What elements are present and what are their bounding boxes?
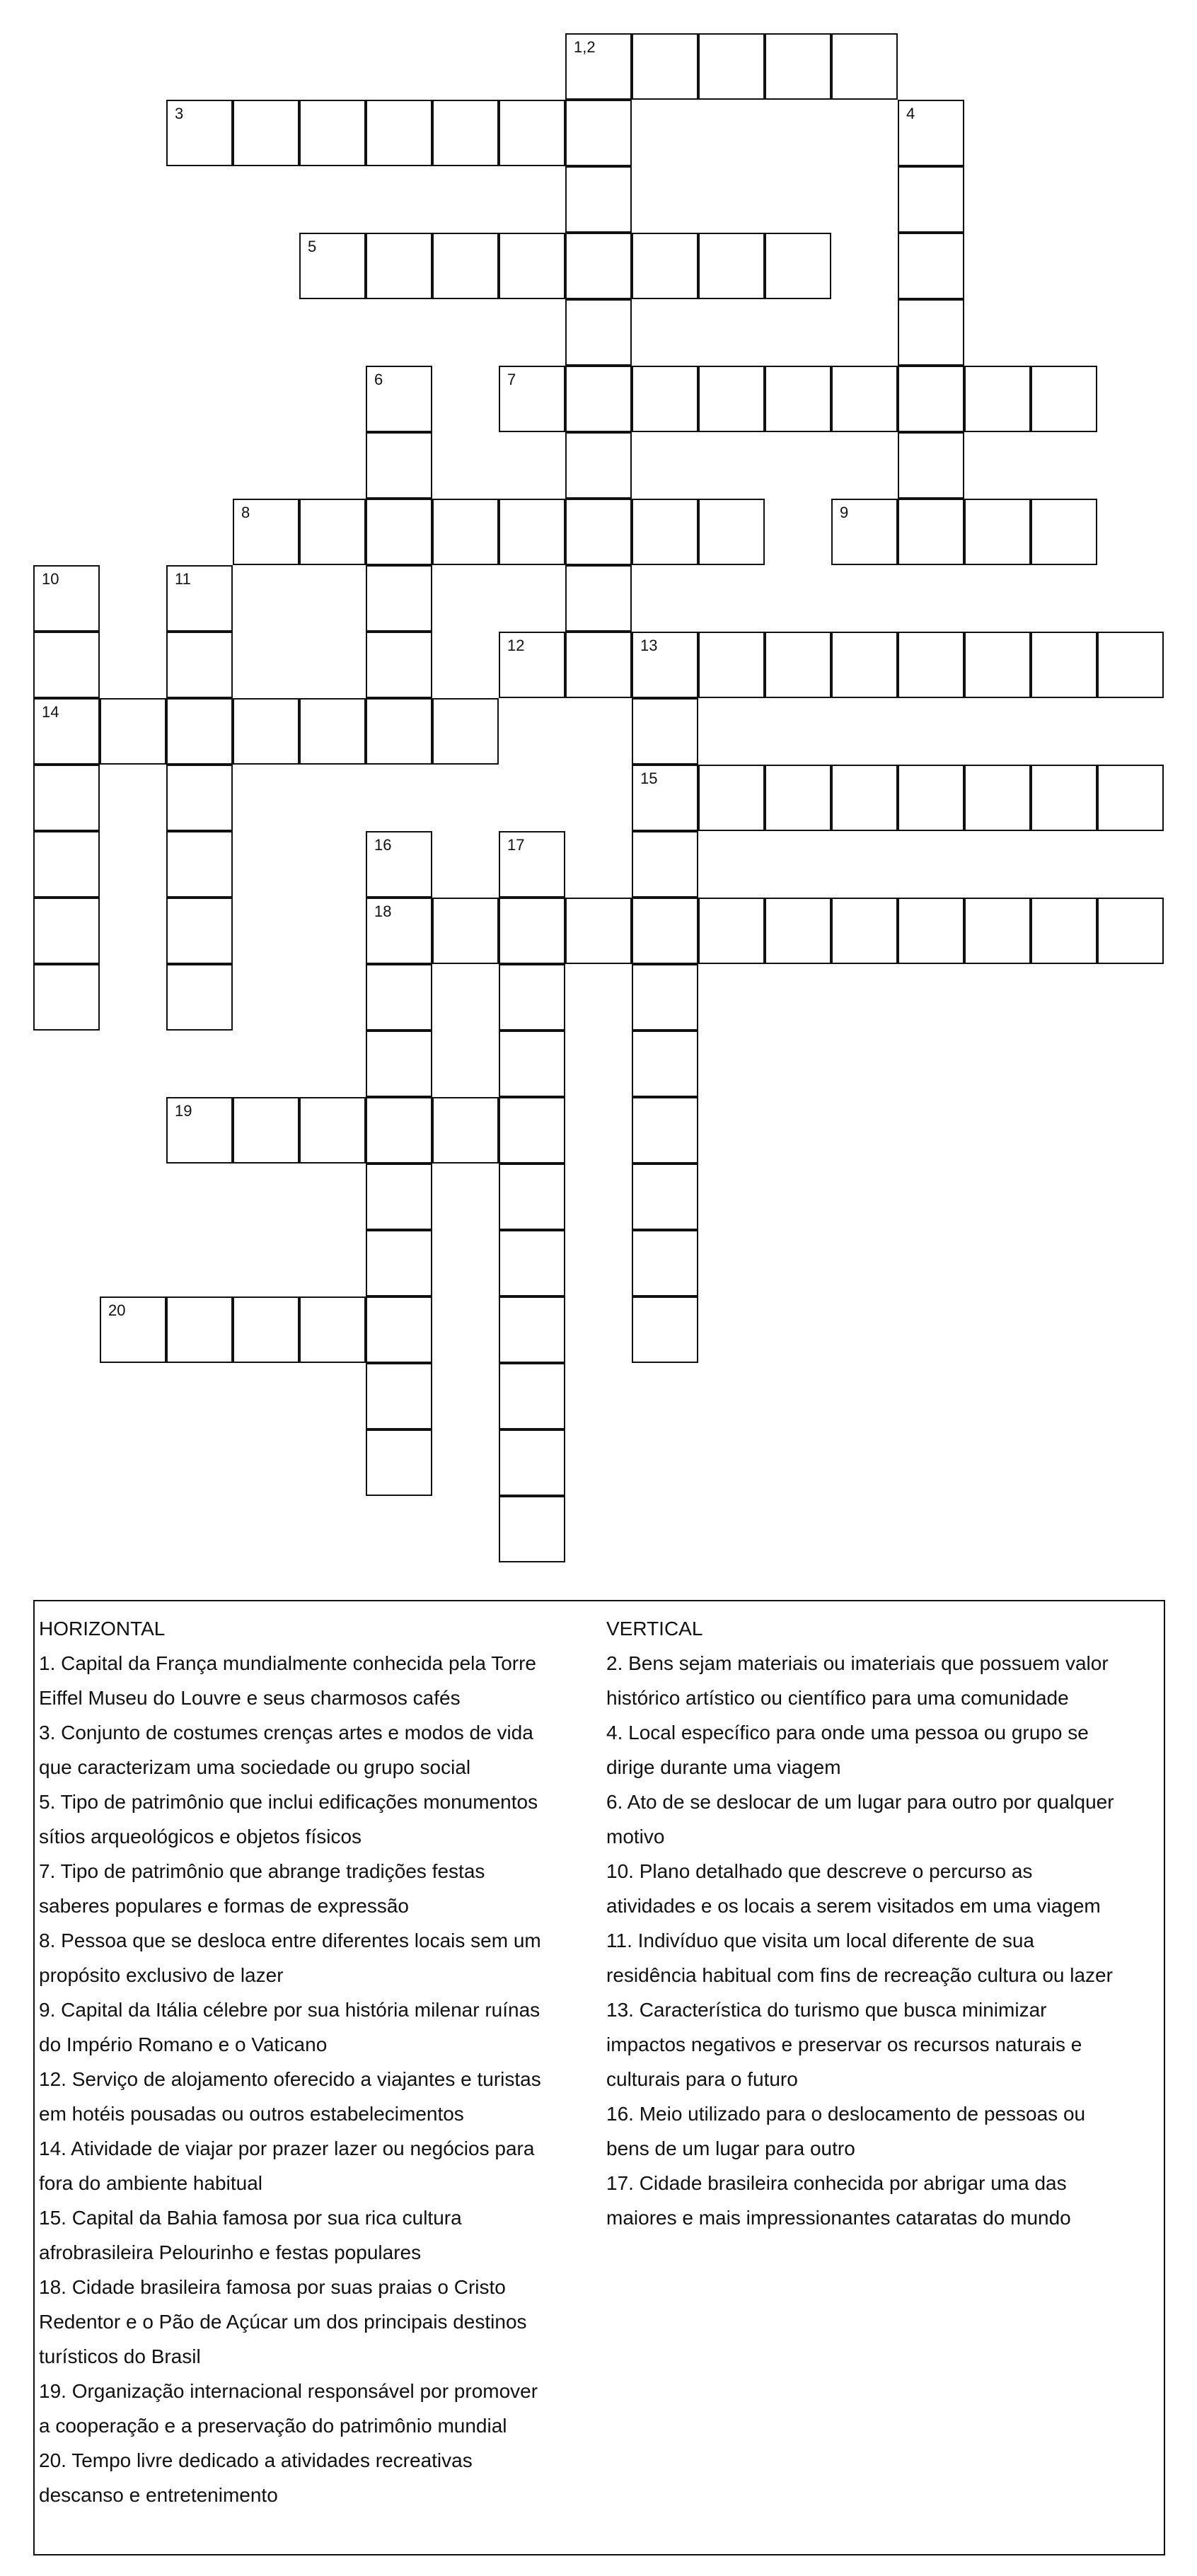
clue-number: 15 [640, 770, 658, 787]
grid-cell[interactable] [565, 299, 632, 366]
horizontal-clue-line: a cooperação e a preservação do patrimônio mundial [39, 2415, 507, 2437]
horizontal-clues-column [39, 1611, 605, 2512]
grid-cell[interactable] [366, 1097, 432, 1164]
vertical-clue-line: residência habitual com fins de recreação cultura ou lazer [606, 1964, 1113, 1986]
grid-cell[interactable] [632, 33, 698, 100]
grid-cell[interactable] [1031, 632, 1097, 698]
grid-cell[interactable] [565, 100, 632, 166]
grid-cell[interactable] [499, 366, 565, 432]
grid-cell[interactable] [166, 831, 233, 898]
grid-cell[interactable] [765, 765, 831, 831]
grid-cell[interactable] [366, 233, 432, 299]
grid-cell[interactable] [698, 898, 765, 964]
grid-cell[interactable] [499, 233, 565, 299]
grid-cell[interactable] [100, 698, 166, 765]
grid-cell[interactable] [499, 632, 565, 698]
grid-cell[interactable] [632, 765, 698, 831]
vertical-clue-line: bens de um lugar para outro [606, 2137, 855, 2159]
horizontal-clue-line: 7. Tipo de patrimônio que abrange tradições festas [39, 1860, 485, 1882]
grid-cell[interactable] [499, 1429, 565, 1496]
grid-cell[interactable] [166, 698, 233, 765]
grid-cell[interactable] [765, 233, 831, 299]
grid-cell[interactable] [964, 632, 1031, 698]
grid-cell[interactable] [1031, 898, 1097, 964]
clue-number: 20 [108, 1301, 126, 1319]
grid-cell[interactable] [1097, 898, 1164, 964]
clue-number: 6 [374, 371, 383, 388]
grid-cell[interactable] [432, 233, 499, 299]
vertical-clue-line: dirige durante uma viagem [606, 1756, 841, 1778]
grid-cell[interactable] [366, 1296, 432, 1363]
horizontal-clue-line: 18. Cidade brasileira famosa por suas praias o Cristo [39, 2276, 506, 2298]
grid-cell[interactable] [565, 632, 632, 698]
grid-cell[interactable] [366, 1031, 432, 1097]
clue-number: 16 [374, 836, 392, 854]
grid-cell[interactable] [366, 964, 432, 1031]
grid-cell[interactable] [499, 499, 565, 565]
clues-box [33, 1600, 1165, 2555]
grid-cell[interactable] [698, 765, 765, 831]
grid-cell[interactable] [765, 33, 831, 100]
grid-cell[interactable] [499, 964, 565, 1031]
grid-cell[interactable] [632, 1031, 698, 1097]
grid-cell[interactable] [366, 1429, 432, 1496]
grid-cell[interactable] [33, 898, 100, 964]
grid-cell[interactable] [33, 964, 100, 1031]
vertical-clue-line: 6. Ato de se deslocar de um lugar para outro por qualquer [606, 1791, 1114, 1813]
grid-cell[interactable] [366, 831, 432, 898]
grid-cell[interactable] [1031, 765, 1097, 831]
grid-cell[interactable] [898, 366, 964, 432]
grid-cell[interactable] [432, 698, 499, 765]
clue-number: 19 [175, 1102, 192, 1120]
grid-cell[interactable] [765, 898, 831, 964]
horizontal-heading: HORIZONTAL [39, 1618, 166, 1640]
clue-number: 9 [840, 504, 849, 521]
grid-cell[interactable] [898, 898, 964, 964]
grid-cell[interactable] [632, 898, 698, 964]
grid-cell[interactable] [499, 1496, 565, 1562]
grid-cell[interactable] [33, 632, 100, 698]
grid-cell[interactable] [565, 33, 632, 100]
grid-cell[interactable] [964, 898, 1031, 964]
vertical-clue-line: 17. Cidade brasileira conhecida por abrigar uma das [606, 2172, 1067, 2194]
vertical-clue-line: maiores e mais impressionantes cataratas do mundo [606, 2207, 1071, 2229]
grid-cell[interactable] [632, 831, 698, 898]
horizontal-clue-line: saberes populares e formas de expressão [39, 1895, 409, 1917]
grid-cell[interactable] [1031, 366, 1097, 432]
vertical-heading: VERTICAL [606, 1618, 703, 1640]
grid-cell[interactable] [366, 698, 432, 765]
grid-cell[interactable] [898, 432, 964, 499]
grid-cell[interactable] [366, 432, 432, 499]
horizontal-clue-line: Redentor e o Pão de Açúcar um dos principais destinos [39, 2311, 527, 2333]
grid-cell[interactable] [632, 366, 698, 432]
grid-cell[interactable] [499, 831, 565, 898]
grid-cell[interactable] [765, 366, 831, 432]
grid-cell[interactable] [166, 565, 233, 632]
horizontal-clue-line: 5. Tipo de patrimônio que inclui edificações monumentos [39, 1791, 538, 1813]
grid-cell[interactable] [166, 1097, 233, 1164]
grid-cell[interactable] [366, 1230, 432, 1296]
grid-cell[interactable] [432, 1097, 499, 1164]
vertical-clue-line: culturais para o futuro [606, 2068, 798, 2090]
grid-cell[interactable] [831, 33, 898, 100]
grid-cell[interactable] [632, 632, 698, 698]
grid-cell[interactable] [698, 233, 765, 299]
grid-cell[interactable] [565, 565, 632, 632]
horizontal-clue-line: 1. Capital da França mundialmente conhecida pela Torre [39, 1652, 537, 1674]
grid-cell[interactable] [898, 166, 964, 233]
horizontal-clue-line: 9. Capital da Itália célebre por sua história milenar ruínas [39, 1999, 540, 2021]
grid-cell[interactable] [366, 632, 432, 698]
clue-number: 4 [906, 105, 915, 122]
vertical-clue-line: atividades e os locais a serem visitados em uma viagem [606, 1895, 1101, 1917]
vertical-clue-line: 11. Indivíduo que visita um local diferente de sua [606, 1930, 1034, 1951]
grid-cell[interactable] [233, 1296, 299, 1363]
vertical-clue-line: 16. Meio utilizado para o deslocamento de pessoas ou [606, 2103, 1086, 2125]
grid-cell[interactable] [831, 898, 898, 964]
horizontal-clue-line: 8. Pessoa que se desloca entre diferentes locais sem um [39, 1930, 541, 1951]
grid-cell[interactable] [632, 1230, 698, 1296]
grid-cell[interactable] [499, 1363, 565, 1429]
grid-cell[interactable] [366, 366, 432, 432]
grid-cell[interactable] [432, 898, 499, 964]
clue-number: 3 [175, 105, 184, 122]
grid-cell[interactable] [233, 499, 299, 565]
grid-cell[interactable] [698, 499, 765, 565]
horizontal-clue-line: 12. Serviço de alojamento oferecido a viajantes e turistas [39, 2068, 541, 2090]
grid-cell[interactable] [632, 964, 698, 1031]
grid-cell[interactable] [698, 632, 765, 698]
clue-number: 14 [42, 703, 59, 721]
grid-cell[interactable] [565, 432, 632, 499]
grid-cell[interactable] [698, 33, 765, 100]
grid-cell[interactable] [166, 765, 233, 831]
horizontal-clue-line: que caracterizam uma sociedade ou grupo social [39, 1756, 471, 1778]
grid-cell[interactable] [565, 366, 632, 432]
clue-number: 10 [42, 570, 59, 588]
grid-cell[interactable] [565, 898, 632, 964]
grid-cell[interactable] [964, 499, 1031, 565]
grid-cell[interactable] [632, 1097, 698, 1164]
grid-cell[interactable] [499, 898, 565, 964]
clue-number: 17 [507, 836, 525, 854]
grid-cell[interactable] [100, 1296, 166, 1363]
clue-number: 12 [507, 637, 525, 654]
grid-cell[interactable] [233, 698, 299, 765]
grid-cell[interactable] [499, 1296, 565, 1363]
grid-cell[interactable] [632, 499, 698, 565]
grid-cell[interactable] [1097, 632, 1164, 698]
horizontal-clue-line: do Império Romano e o Vaticano [39, 2033, 328, 2055]
grid-cell[interactable] [898, 233, 964, 299]
grid-cell[interactable] [632, 1296, 698, 1363]
vertical-clue-line: histórico artístico ou científico para uma comunidade [606, 1687, 1069, 1709]
grid-cell[interactable] [166, 898, 233, 964]
horizontal-clue-line: 19. Organização internacional responsável por promover [39, 2380, 538, 2402]
grid-cell[interactable] [898, 632, 964, 698]
grid-cell[interactable] [166, 100, 233, 166]
horizontal-clue-line: fora do ambiente habitual [39, 2172, 262, 2194]
grid-cell[interactable] [299, 698, 366, 765]
grid-cell[interactable] [499, 1097, 565, 1164]
horizontal-clue-line: 14. Atividade de viajar por prazer lazer ou negócios para [39, 2137, 535, 2159]
grid-cell[interactable] [233, 100, 299, 166]
grid-cell[interactable] [698, 366, 765, 432]
horizontal-clue-line: 20. Tempo livre dedicado a atividades recreativas [39, 2449, 473, 2471]
clue-number: 18 [374, 903, 392, 920]
grid-cell[interactable] [964, 366, 1031, 432]
vertical-clue-line: impactos negativos e preservar os recursos naturais e [606, 2033, 1082, 2055]
grid-cell[interactable] [831, 366, 898, 432]
grid-cell[interactable] [299, 100, 366, 166]
clue-number: 8 [241, 504, 250, 521]
grid-cell[interactable] [366, 499, 432, 565]
grid-cell[interactable] [565, 499, 632, 565]
grid-cell[interactable] [499, 1031, 565, 1097]
grid-cell[interactable] [432, 499, 499, 565]
horizontal-clue-line: Eiffel Museu do Louvre e seus charmosos cafés [39, 1687, 461, 1709]
horizontal-clue-line: em hotéis pousadas ou outros estabelecimentos [39, 2103, 464, 2125]
grid-cell[interactable] [33, 765, 100, 831]
clue-number: 7 [507, 371, 516, 388]
grid-cell[interactable] [898, 100, 964, 166]
clue-number: 13 [640, 637, 658, 654]
vertical-clue-line: motivo [606, 1826, 665, 1847]
grid-cell[interactable] [366, 1164, 432, 1230]
grid-cell[interactable] [632, 698, 698, 765]
grid-cell[interactable] [299, 233, 366, 299]
vertical-clue-line: 13. Característica do turismo que busca minimizar [606, 1999, 1047, 2021]
horizontal-clue-line: propósito exclusivo de lazer [39, 1964, 284, 1986]
grid-cell[interactable] [166, 1296, 233, 1363]
clue-number: 1,2 [574, 38, 596, 56]
vertical-clue-line: 4. Local específico para onde uma pessoa ou grupo se [606, 1722, 1089, 1744]
grid-cell[interactable] [831, 765, 898, 831]
grid-cell[interactable] [166, 964, 233, 1031]
grid-cell[interactable] [233, 1097, 299, 1164]
horizontal-clue-line: 15. Capital da Bahia famosa por sua rica cultura [39, 2207, 462, 2229]
vertical-clues-column [606, 1611, 1162, 2235]
grid-cell[interactable] [166, 632, 233, 698]
grid-cell[interactable] [299, 1296, 366, 1363]
grid-cell[interactable] [765, 632, 831, 698]
vertical-clue-line: 2. Bens sejam materiais ou imateriais que possuem valor [606, 1652, 1109, 1674]
grid-cell[interactable] [366, 898, 432, 964]
grid-cell[interactable] [499, 100, 565, 166]
grid-cell[interactable] [831, 632, 898, 698]
grid-cell[interactable] [565, 233, 632, 299]
grid-cell[interactable] [299, 499, 366, 565]
grid-cell[interactable] [366, 100, 432, 166]
grid-cell[interactable] [366, 1363, 432, 1429]
grid-cell[interactable] [499, 1164, 565, 1230]
grid-cell[interactable] [499, 1230, 565, 1296]
grid-cell[interactable] [299, 1097, 366, 1164]
grid-cell[interactable] [366, 565, 432, 632]
horizontal-clue-line: turísticos do Brasil [39, 2345, 201, 2367]
horizontal-clue-line: 3. Conjunto de costumes crenças artes e modos de vida [39, 1722, 533, 1744]
grid-cell[interactable] [33, 698, 100, 765]
grid-cell[interactable] [33, 565, 100, 632]
horizontal-clue-line: afrobrasileira Pelourinho e festas populares [39, 2241, 422, 2263]
horizontal-clue-line: sítios arqueológicos e objetos físicos [39, 1826, 362, 1847]
grid-cell[interactable] [632, 233, 698, 299]
grid-cell[interactable] [831, 499, 898, 565]
grid-cell[interactable] [1097, 765, 1164, 831]
horizontal-clue-line: descanso e entretenimento [39, 2484, 278, 2506]
grid-cell[interactable] [432, 100, 499, 166]
clue-number: 11 [175, 570, 191, 588]
grid-cell[interactable] [898, 765, 964, 831]
grid-cell[interactable] [1031, 499, 1097, 565]
grid-cell[interactable] [565, 166, 632, 233]
grid-cell[interactable] [33, 831, 100, 898]
grid-cell[interactable] [898, 299, 964, 366]
grid-cell[interactable] [632, 1164, 698, 1230]
vertical-clue-line: 10. Plano detalhado que descreve o percurso as [606, 1860, 1033, 1882]
grid-cell[interactable] [898, 499, 964, 565]
grid-cell[interactable] [964, 765, 1031, 831]
clue-number: 5 [308, 238, 317, 255]
